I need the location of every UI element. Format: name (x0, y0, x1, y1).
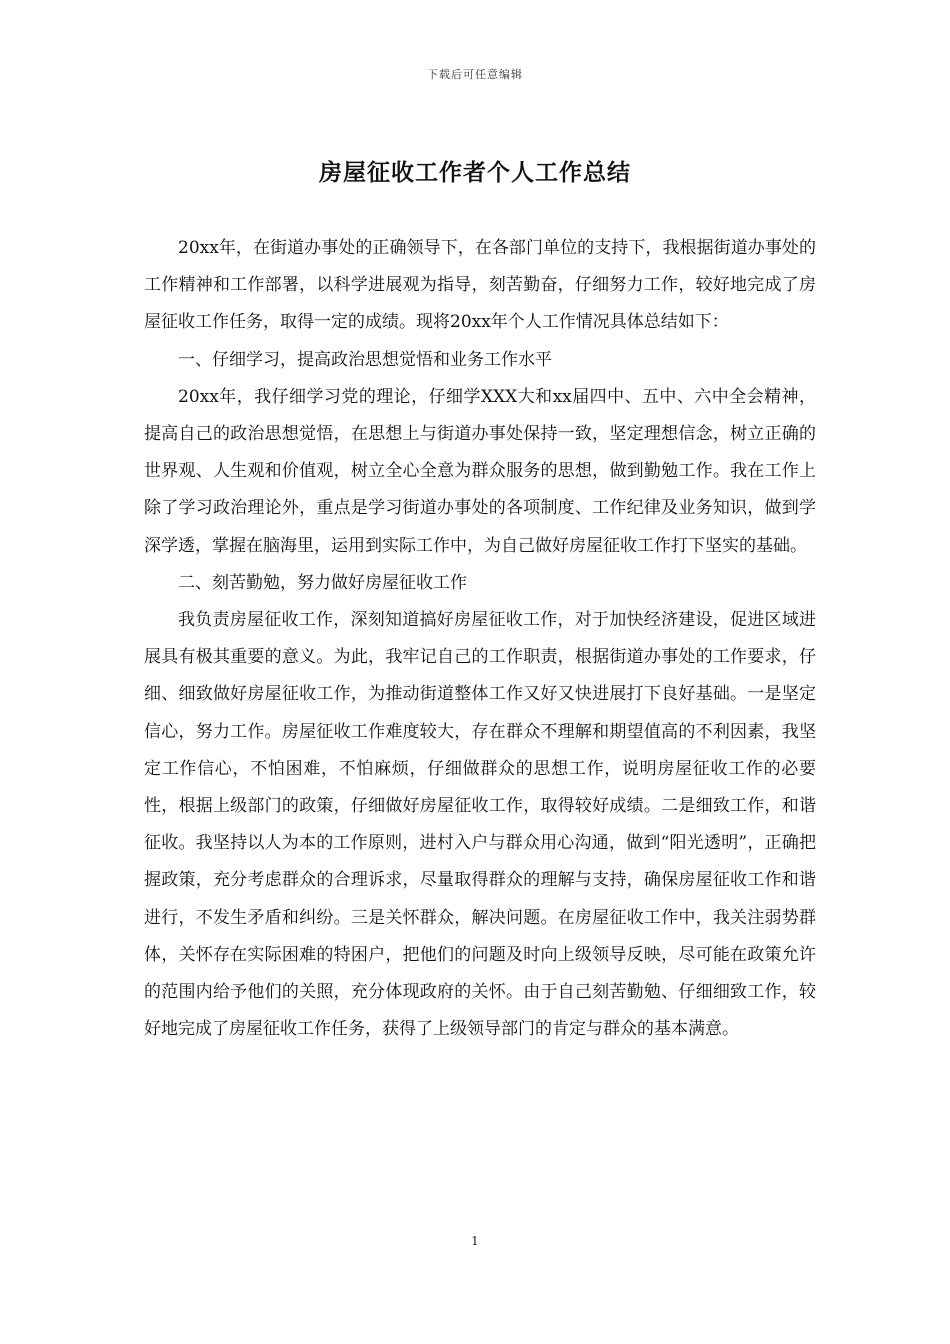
intro-paragraph: 20xx年，在街道办事处的正确领导下，在各部门单位的支持下，我根据街道办事处的工作精神和工作部署，以科学进展观为指导，刻苦勤奋，仔细努力工作，较好地完成了房屋征收工作任务，取得一定的成绩。现将20xx年个人工作情况具体总结如下： (144, 238, 816, 333)
section-heading-1: 一、仔细学习，提高政治思想觉悟和业务工作水平 (178, 349, 552, 370)
section-paragraph-1: 20xx年，我仔细学习党的理论，仔细学XXX大和xx届四中、五中、六中全会精神，提高自己的政治思想觉悟，在思想上与街道办事处保持一致，坚定理想信念，树立正确的世界观、人生观和价值观，树立全心全意为群众服务的思想，做到勤勉工作。我在工作上除了学习政治理论外，重点是学习街道办事处的各项制度、工作纪律及业务知识，做到学深学透，掌握在脑海里，运用到实际工作中，为自己做好房屋征收工作打下坚实的基础。 (144, 386, 816, 556)
document-body (144, 230, 816, 1048)
header-note: 下载后可任意编辑 (427, 68, 523, 81)
section-paragraph-2: 我负责房屋征收工作，深刻知道搞好房屋征收工作，对于加快经济建设，促进区域进展具有极其重要的意义。为此，我牢记自己的工作职责，根据街道办事处的工作要求，仔细、细致做好房屋征收工作，为推动街道整体工作又好又快进展打下良好基础。一是坚定信心，努力工作。房屋征收工作难度较大，存在群众不理解和期望值高的不利因素，我坚定工作信心，不怕困难，不怕麻烦，仔细做群众的思想工作，说明房屋征收工作的必要性，根据上级部门的政策，仔细做好房屋征收工作，取得较好成绩。二是细致工作，和谐征收。我坚持以人为本的工作原则，进村入户与群众用心沟通，做到“阳光透明”，正确把握政策，充分考虑群众的合理诉求，尽量取得群众的理解与支持，确保房屋征收工作和谐进行，不发生矛盾和纠纷。三是关怀群众，解决问题。在房屋征收工作中，我关注弱势群体，关怀存在实际困难的特困户，把他们的问题及时向上级领导反映，尽可能在政策允许的范围内给予他们的关照，充分体现政府的关怀。由于自己刻苦勤勉、仔细细致工作，较好地完成了房屋征收工作任务，获得了上级领导部门的肯定与群众的基本满意。 (144, 610, 816, 1040)
page-number: 1 (471, 1234, 479, 1248)
section-heading-2: 二、刻苦勤勉，努力做好房屋征收工作 (178, 572, 467, 593)
document-title: 房屋征收工作者个人工作总结 (319, 159, 631, 186)
